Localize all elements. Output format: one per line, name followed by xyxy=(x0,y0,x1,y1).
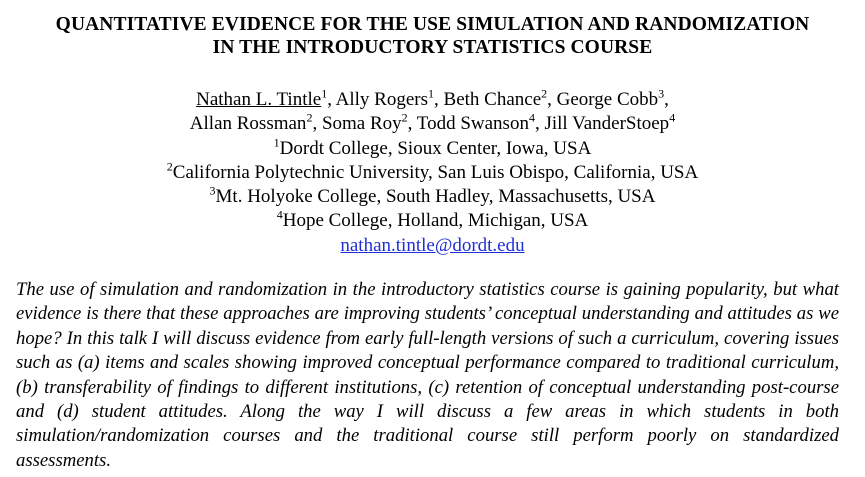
affiliation-sup: 3 xyxy=(658,86,665,101)
affiliation-line xyxy=(0,137,865,161)
affiliation-number: 3 xyxy=(209,183,216,198)
affiliation-line xyxy=(0,161,865,185)
affiliation-text: California Polytechnic University, San Luis Obispo, California, USA xyxy=(172,161,699,183)
affiliation-sup: 4 xyxy=(528,110,535,125)
affiliation-sup: 1 xyxy=(321,86,328,101)
title-line-1: QUANTITATIVE EVIDENCE FOR THE USE SIMULATION AND RANDOMIZATION xyxy=(55,14,810,35)
presenting-author: Nathan L. Tintle xyxy=(196,89,322,110)
title-line-2: IN THE INTRODUCTORY STATISTICS COURSE xyxy=(212,37,653,58)
author-name: , George Cobb xyxy=(547,89,659,110)
email-link[interactable]: nathan.tintle@dordt.edu xyxy=(340,234,525,256)
author-name: , Ally Rogers xyxy=(327,89,429,110)
authors-line-1 xyxy=(0,88,865,112)
author-name: , Jill VanderStoep xyxy=(534,113,670,135)
affiliation-text: Mt. Holyoke College, South Hadley, Massachusetts, USA xyxy=(215,186,656,208)
affiliation-sup: 2 xyxy=(401,110,408,125)
affiliation-line xyxy=(0,185,865,209)
affiliation-sup: 2 xyxy=(306,110,313,125)
paper-title xyxy=(0,13,865,59)
author-name: , Beth Chance xyxy=(434,89,542,110)
email-line xyxy=(0,234,865,258)
affiliation-sup: 2 xyxy=(541,86,548,101)
author-separator: , xyxy=(664,89,669,110)
author-name: Allan Rossman xyxy=(189,113,307,135)
author-name: , Soma Roy xyxy=(312,113,402,135)
affiliation-text: Hope College, Holland, Michigan, USA xyxy=(282,210,589,232)
authors-line-2 xyxy=(0,112,865,136)
affiliation-number: 4 xyxy=(276,208,283,223)
affiliation-sup: 4 xyxy=(669,110,676,125)
abstract-paragraph: The use of simulation and randomization in the introductory statistics course is gaining popularity, but what evidence is there that these approaches are improving students’ conceptual understanding and attitudes as we hope? In this talk I will discuss evidence from early full-length versions of such a curriculum, covering issues such as (a) items and scales showing improved conceptual performance compared to traditional curriculum, (b) transferability of findings to different institutions, (c) retention of conceptual understanding post-course and (d) student attitudes. Along the way I will discuss a few areas in which students in both simulation/randomization courses and the traditional course still perform poorly on standardized assessments. xyxy=(16,279,839,471)
affiliation-line xyxy=(0,209,865,233)
affiliation-text: Dordt College, Sioux Center, Iowa, USA xyxy=(279,137,592,159)
affiliation-sup: 1 xyxy=(428,86,435,101)
affiliation-number: 2 xyxy=(166,159,173,174)
affiliation-number: 1 xyxy=(273,135,280,150)
author-name: , Todd Swanson xyxy=(407,113,529,135)
author-block xyxy=(0,88,865,258)
